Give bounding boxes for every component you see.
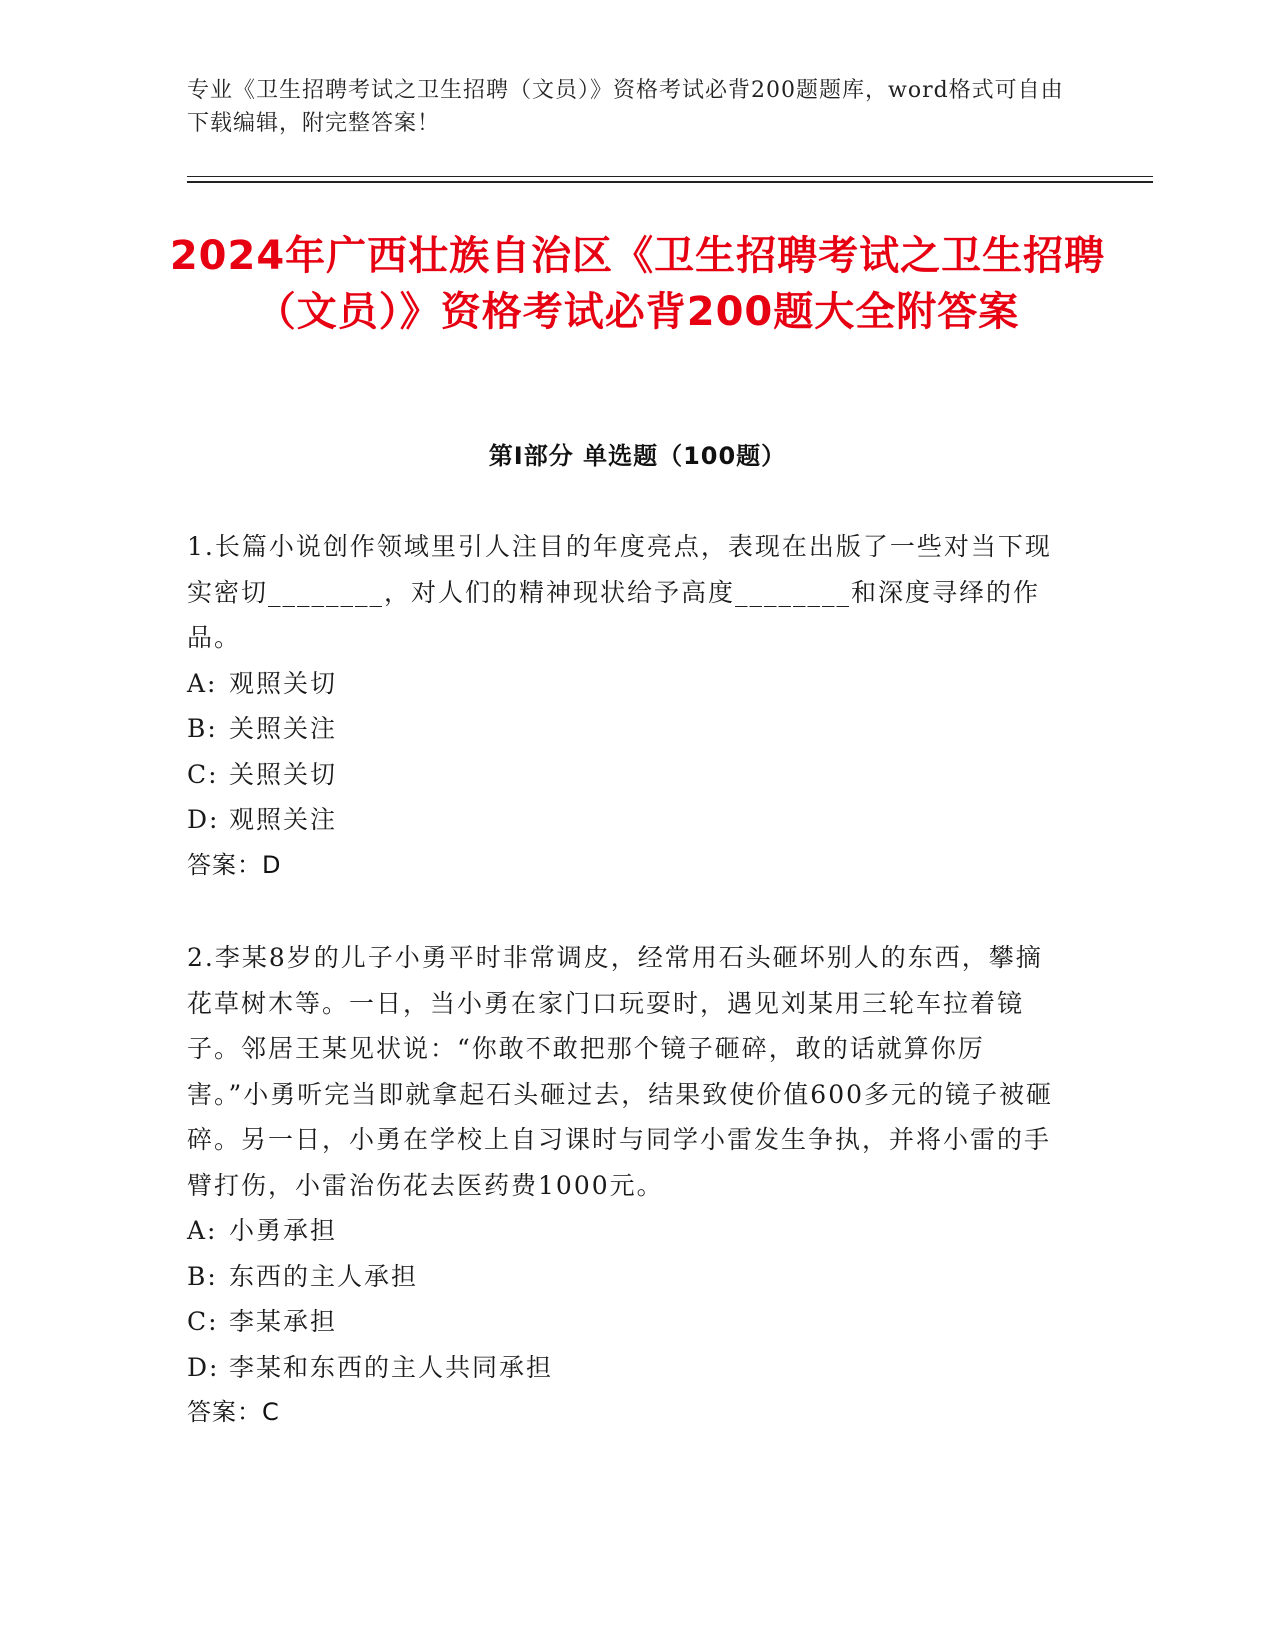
option-text: 观照关注 [229,805,338,834]
option-d [187,1345,1067,1391]
option-text: 观照关切 [229,668,338,698]
question-stem: 1.长篇小说创作领域里引人注目的年度亮点，表现在出版了一些对当下现实密切________，对人们的精神现状给予高度________和深度寻绎的作品。 [187,532,1052,652]
header-note: 专业《卫生招聘考试之卫生招聘（文员）》资格考试必背200题题库，word格式可自由下载编辑，附完整答案！ [187,78,1064,136]
header-divider-thick [187,181,1153,183]
option-key: C: [187,1307,219,1336]
question-stem: 2.李某8岁的儿子小勇平时非常调皮，经常用石头砸坏别人的东西，攀摘花草树木等。一日，当小勇在家门口玩耍时，遇见刘某用三轮车拉着镜子。邻居王某见状说：“你敢不敢把那个镜子砸碎，敢的话就算你厉害。”小勇听完当即就拿起石头砸过去，结果致使价值600多元的镜子被砸碎。另一日，小勇在学校上自习课时与同学小雷发生争执，并将小雷的手臂打伤，小雷治伤花去医药费1000元。 [187,943,1054,1200]
option-text: 小勇承担 [229,1216,338,1245]
option-key: A: [187,1216,218,1245]
header-divider-thin [187,176,1153,177]
answer-line: 答案：C [187,1398,280,1426]
question-block [187,935,1067,1436]
option-text: 关照关注 [229,714,338,743]
option-text: 关照关切 [229,759,338,789]
option-d [187,797,1067,843]
question-block [187,524,1067,888]
option-key: D: [187,805,220,834]
answer-line: 答案：D [187,850,282,879]
option-a [187,1208,1067,1254]
option-key: B: [187,714,218,743]
option-c [187,752,1067,798]
option-c [187,1299,1067,1345]
option-b [187,706,1067,752]
option-text: 李某和东西的主人共同承担 [229,1352,554,1382]
option-a [187,661,1067,707]
document-title: 2024年广西壮族自治区《卫生招聘考试之卫生招聘（文员）》资格考试必背200题大全附答案 [169,233,1106,335]
option-text: 东西的主人承担 [229,1261,419,1291]
option-key: A: [187,668,218,698]
option-text: 李某承担 [229,1307,338,1336]
option-b [187,1254,1067,1300]
option-key: D: [187,1352,220,1382]
option-key: C: [187,759,219,789]
section-title: 第Ⅰ部分 单选题（100题） [488,442,787,470]
option-key: B: [187,1261,218,1291]
